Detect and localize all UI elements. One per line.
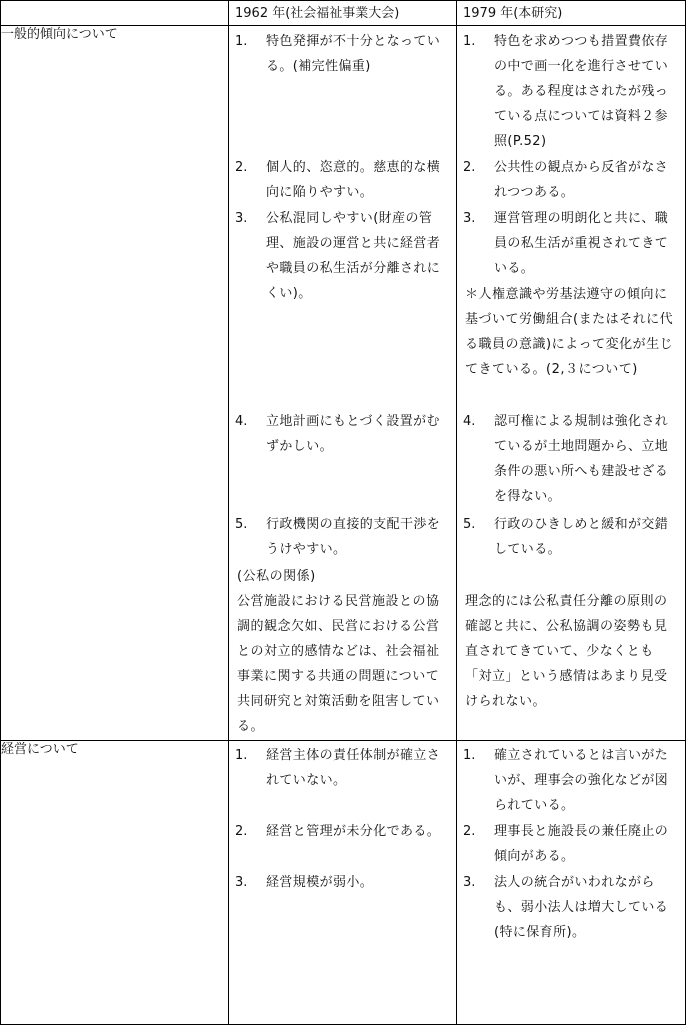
list-item: 4. 認可権による規制は強化されているが土地問題から、立地条件の悪い所へも建設せざるを得ない。 bbox=[463, 414, 669, 504]
header-row bbox=[1, 1, 686, 26]
list-item: 4. 立地計画にもとづく設置がむずかしい。 bbox=[235, 414, 440, 454]
row-label-general: 一般的傾向について bbox=[1, 26, 229, 741]
sub-heading-public-private: (公私の関係) bbox=[237, 569, 316, 584]
paragraph-1962-relations: 公営施設における民営施設との協調的観念欠如、民営における公営との対立的感情などは、社会福祉事業に関する共通の問題について共同研究と対策活動を阻害している。 bbox=[237, 594, 440, 734]
list-item: 1. 特色発揮が不十分となっている。(補完性偏重) bbox=[235, 34, 441, 74]
cell-1979-management bbox=[457, 741, 686, 1025]
list-item: 3. 公私混同しやすい(財産の管理、施設の運営と共に経営者や職員の私生活が分離されにくい)。 bbox=[235, 211, 441, 301]
list-item: 3. 運営管理の明朗化と共に、職員の私生活が重視されてきている。 bbox=[463, 211, 669, 276]
list-item: 1. 確立されているとは言いがたいが、理事会の強化などが図られている。 bbox=[463, 748, 669, 813]
note-1979-labor: ＊人権意識や労基法遵守の傾向に基づいて労働組合(またはそれに代る職員の意識)によって変化が生じてきている。(2,３について) bbox=[465, 287, 674, 377]
list-item: 3. 法人の統合がいわれながらも、弱小法人は増大している(特に保育所)。 bbox=[463, 875, 669, 940]
header-blank-cell bbox=[1, 1, 229, 26]
management-row bbox=[1, 741, 686, 1025]
row-label-management: 経営について bbox=[1, 741, 229, 1025]
cell-1962-general bbox=[229, 26, 457, 741]
cell-1962-management bbox=[229, 741, 457, 1025]
list-item: 3. 経営規模が弱小。 bbox=[235, 875, 374, 890]
general-tendency-row bbox=[1, 26, 686, 741]
header-1979: 1979 年(本研究) bbox=[457, 1, 686, 26]
list-item: 2. 個人的、恣意的。慈恵的な横向に陥りやすい。 bbox=[235, 160, 441, 200]
list-item: 5. 行政のひきしめと緩和が交錯している。 bbox=[463, 517, 669, 557]
list-item: 2. 公共性の観点から反省がなされつつある。 bbox=[463, 160, 669, 200]
header-1962: 1962 年(社会福祉事業大会) bbox=[229, 1, 457, 26]
list-item: 2. 理事長と施設長の兼任廃止の傾向がある。 bbox=[463, 824, 669, 864]
list-item: 1. 経営主体の責任体制が確立されていない。 bbox=[235, 748, 441, 788]
list-item: 1. 特色を求めつつも措置費依存の中で画一化を進行させている。ある程度はされたが残っている点については資料２参照(P.52) bbox=[463, 34, 669, 149]
list-item: 5. 行政機関の直接的支配干渉をうけやすい。 bbox=[235, 517, 441, 557]
list-item: 2. 経営と管理が未分化である。 bbox=[235, 824, 441, 839]
cell-1979-general bbox=[457, 26, 686, 741]
paragraph-1979-relations: 理念的には公私責任分離の原則の確認と共に、公私協調の姿勢も見直されてきていて、少なくとも「対立」という感情はあまり見受けられない。 bbox=[465, 594, 668, 709]
